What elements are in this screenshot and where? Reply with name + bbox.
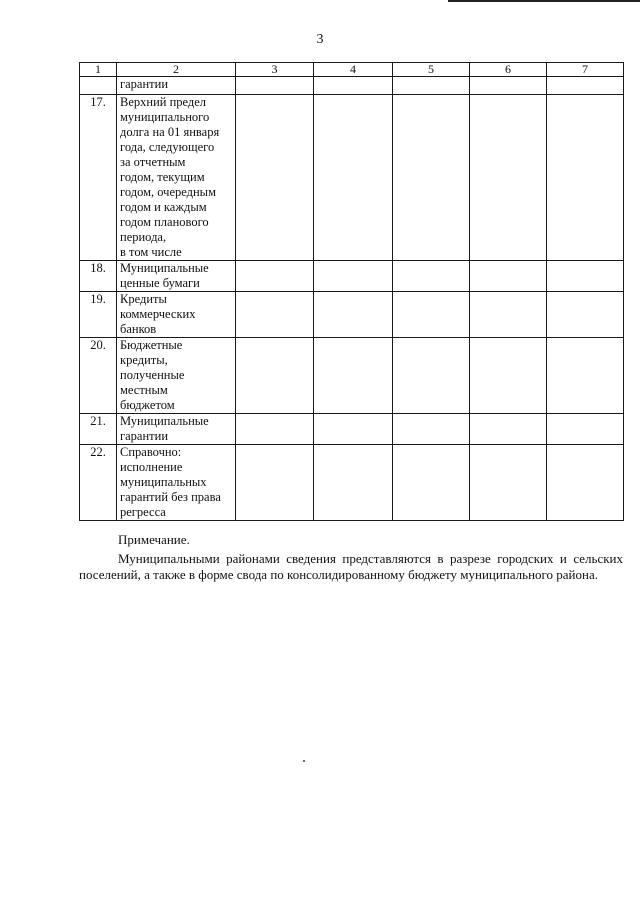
value-cell [470,292,547,338]
row-label-line: годом планового [120,215,209,229]
value-cell [547,338,624,414]
row-label-line: годом, текущим [120,170,205,184]
row-label-cell [117,261,236,292]
value-cell [314,445,393,521]
value-cell [236,445,314,521]
column-header: 6 [470,63,547,77]
value-cell [470,77,547,95]
row-number-cell: 17. [80,95,117,261]
value-cell [470,338,547,414]
row-number-cell [80,77,117,95]
value-cell [236,95,314,261]
value-cell [393,261,470,292]
value-cell [393,292,470,338]
row-label-line: банков [120,322,157,336]
row-label-line: Муниципальные [120,261,209,275]
value-cell [393,414,470,445]
row-number-cell: 21. [80,414,117,445]
value-cell [314,292,393,338]
report-table [79,62,624,521]
value-cell [236,77,314,95]
row-label-line: за отчетным [120,155,186,169]
row-label-line: Бюджетные [120,338,183,352]
value-cell [314,261,393,292]
value-cell [547,77,624,95]
row-label-line: годом и каждым [120,200,207,214]
value-cell [393,445,470,521]
row-label-cell [117,292,236,338]
value-cell [314,77,393,95]
top-rule [448,0,640,2]
row-number-cell: 20. [80,338,117,414]
row-label-line: Муниципальные [120,414,209,428]
value-cell [470,95,547,261]
column-header: 7 [547,63,624,77]
row-label-line: периода, [120,230,167,244]
stray-dot [303,760,305,762]
value-cell [470,261,547,292]
value-cell [236,338,314,414]
row-label-line: полученные [120,368,185,382]
column-header: 4 [314,63,393,77]
value-cell [547,292,624,338]
value-cell [314,414,393,445]
value-cell [393,95,470,261]
row-label-line: Верхний предел [120,95,207,109]
row-label-line: кредиты, [120,353,168,367]
row-label-line: регресса [120,505,166,519]
row-label-line: исполнение [120,460,183,474]
row-label-line: гарантии [120,429,169,443]
row-label-line: муниципальных [120,475,207,489]
row-label-line: муниципального [120,110,210,124]
table-row [80,95,624,261]
table-header-row [80,63,624,77]
row-label-cell [117,445,236,521]
column-header: 2 [117,63,236,77]
page-number: 3 [316,32,324,47]
row-label-line: местным [120,383,168,397]
column-header: 1 [80,63,117,77]
value-cell [547,414,624,445]
table-row [80,292,624,338]
row-label-line: Кредиты [120,292,167,306]
column-header: 3 [236,63,314,77]
row-label-cell: гарантии [117,77,236,95]
table-row [80,338,624,414]
value-cell [236,261,314,292]
row-label-line: гарантий без права [120,490,221,504]
row-label-line: ценные бумаги [120,276,200,290]
value-cell [547,261,624,292]
note-text: Муниципальными районами сведения представляются в разрезе городских и сельских поселений, а также в форме свода по консолидированному бюджету муниципального района. [79,551,623,582]
value-cell [314,95,393,261]
table-row [80,414,624,445]
value-cell [470,414,547,445]
value-cell [314,338,393,414]
row-number-cell: 19. [80,292,117,338]
row-label-cell [117,338,236,414]
value-cell [393,77,470,95]
column-header: 5 [393,63,470,77]
row-label-line: в том числе [120,245,182,259]
value-cell [547,95,624,261]
row-number-cell: 18. [80,261,117,292]
row-label-line: бюджетом [120,398,175,412]
table-row [80,445,624,521]
note-title: Примечание. [118,532,190,547]
row-number-cell: 22. [80,445,117,521]
value-cell [236,414,314,445]
value-cell [393,338,470,414]
row-label-cell [117,95,236,261]
row-label-line: годом, очередным [120,185,216,199]
row-label-cell [117,414,236,445]
row-label-line: долга на 01 января [120,125,220,139]
value-cell [547,445,624,521]
row-label-line: Справочно: [120,445,182,459]
table-row [80,261,624,292]
value-cell [470,445,547,521]
value-cell [236,292,314,338]
row-label-line: коммерческих [120,307,196,321]
table-row-continuation [80,77,624,95]
row-label-line: года, следующего [120,140,215,154]
